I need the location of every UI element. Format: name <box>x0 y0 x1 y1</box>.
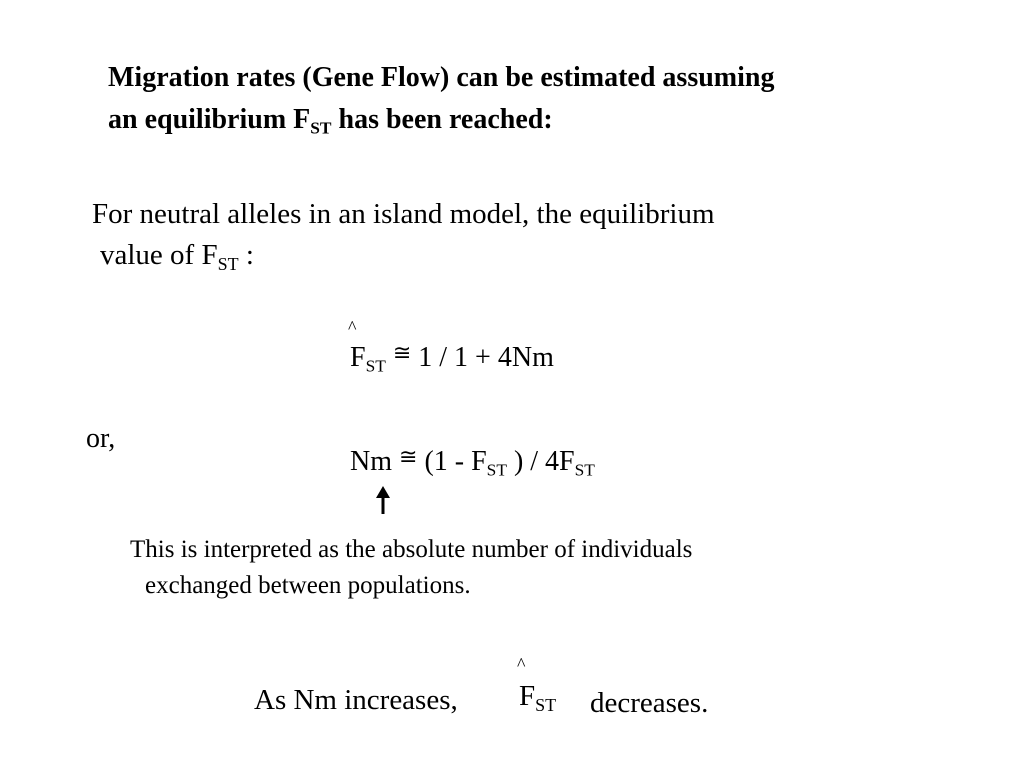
equation-nm: Nm ≅ ($1 - F_{ST}$ ) / $4F_{ST}$ <box>350 443 595 480</box>
conclusion-prefix: As Nm increases, <box>254 684 458 716</box>
up-arrow-icon <box>373 486 393 514</box>
conclusion-suffix: decreases. <box>590 687 709 719</box>
approx-symbol: ≅ <box>399 443 418 469</box>
equation-fst: $F_{ST}$ ≅ 1 / 1 + 4Nm <box>350 339 554 376</box>
intro-line-1: For neutral alleles in an island model, the equilibrium <box>92 198 715 230</box>
interpretation-line-2: exchanged between populations. <box>145 572 471 599</box>
or-label: or, <box>86 423 116 454</box>
interpretation-line-1: This is interpreted as the absolute number of individuals <box>130 536 693 563</box>
intro-line-2: value of $F_{ST}$ : <box>100 239 254 274</box>
title-line-2: an equilibrium $F_{ST}$ has been reached: <box>108 104 553 138</box>
conclusion-fst: $F_{ST}$ <box>519 680 557 715</box>
approx-symbol: ≅ <box>392 339 412 365</box>
title-line-1: Migration rates (Gene Flow) can be estimated assuming <box>108 62 775 93</box>
hat-symbol: ^ <box>517 654 526 674</box>
hat-symbol: ^ <box>348 317 357 337</box>
